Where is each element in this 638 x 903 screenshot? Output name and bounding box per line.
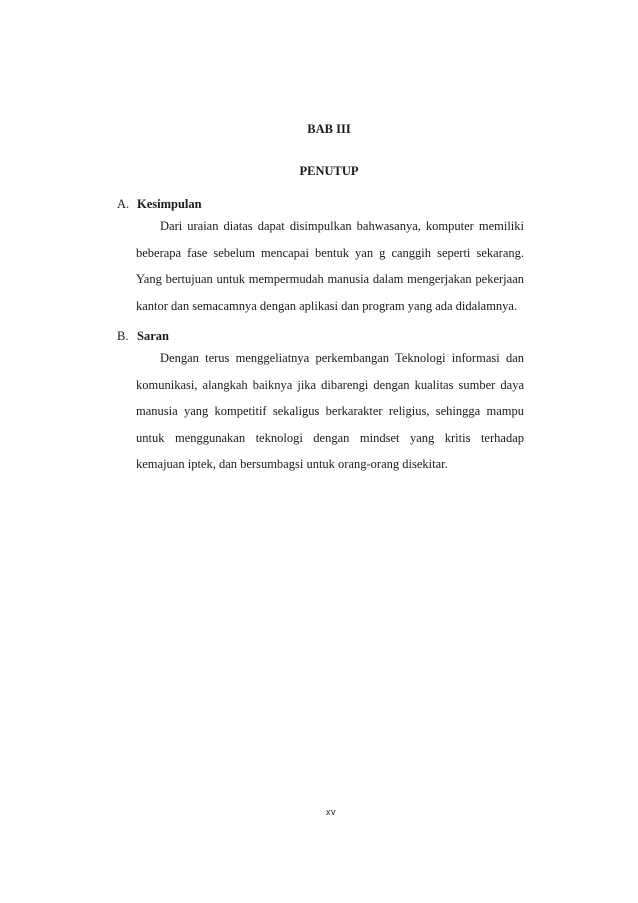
chapter-number: BAB III <box>307 122 351 136</box>
section-heading-kesimpulan <box>117 197 202 212</box>
section-letter: B. <box>117 329 129 343</box>
section-heading-saran <box>117 329 169 344</box>
section-title: Kesimpulan <box>137 197 202 211</box>
section-letter: A. <box>117 197 130 211</box>
section-paragraph-saran: Dengan terus menggeliatnya perkembangan Teknologi informasi dan komunikasi, alangkah baiknya jika dibarengi dengan kualitas sumber daya manusia yang kompetitif sekaligus berkarakter religius, sehingga mampu untuk menggunakan teknologi dengan mindset yang kritis terhadap kemajuan iptek, dan bersumbagsi untuk orang-orang disekitar. <box>136 351 524 472</box>
page-number: xv <box>326 807 336 817</box>
section-title: Saran <box>137 329 169 343</box>
section-paragraph-kesimpulan: Dari uraian diatas dapat disimpulkan bahwasanya, komputer memiliki beberapa fase sebelum mencapai bentuk yan g canggih seperti sekarang. Yang bertujuan untuk mempermudah manusia dalam mengerjakan pekerjaan kantor dan semacamnya dengan aplikasi dan program yang ada didalamnya. <box>136 219 524 313</box>
chapter-title: PENUTUP <box>299 164 359 178</box>
